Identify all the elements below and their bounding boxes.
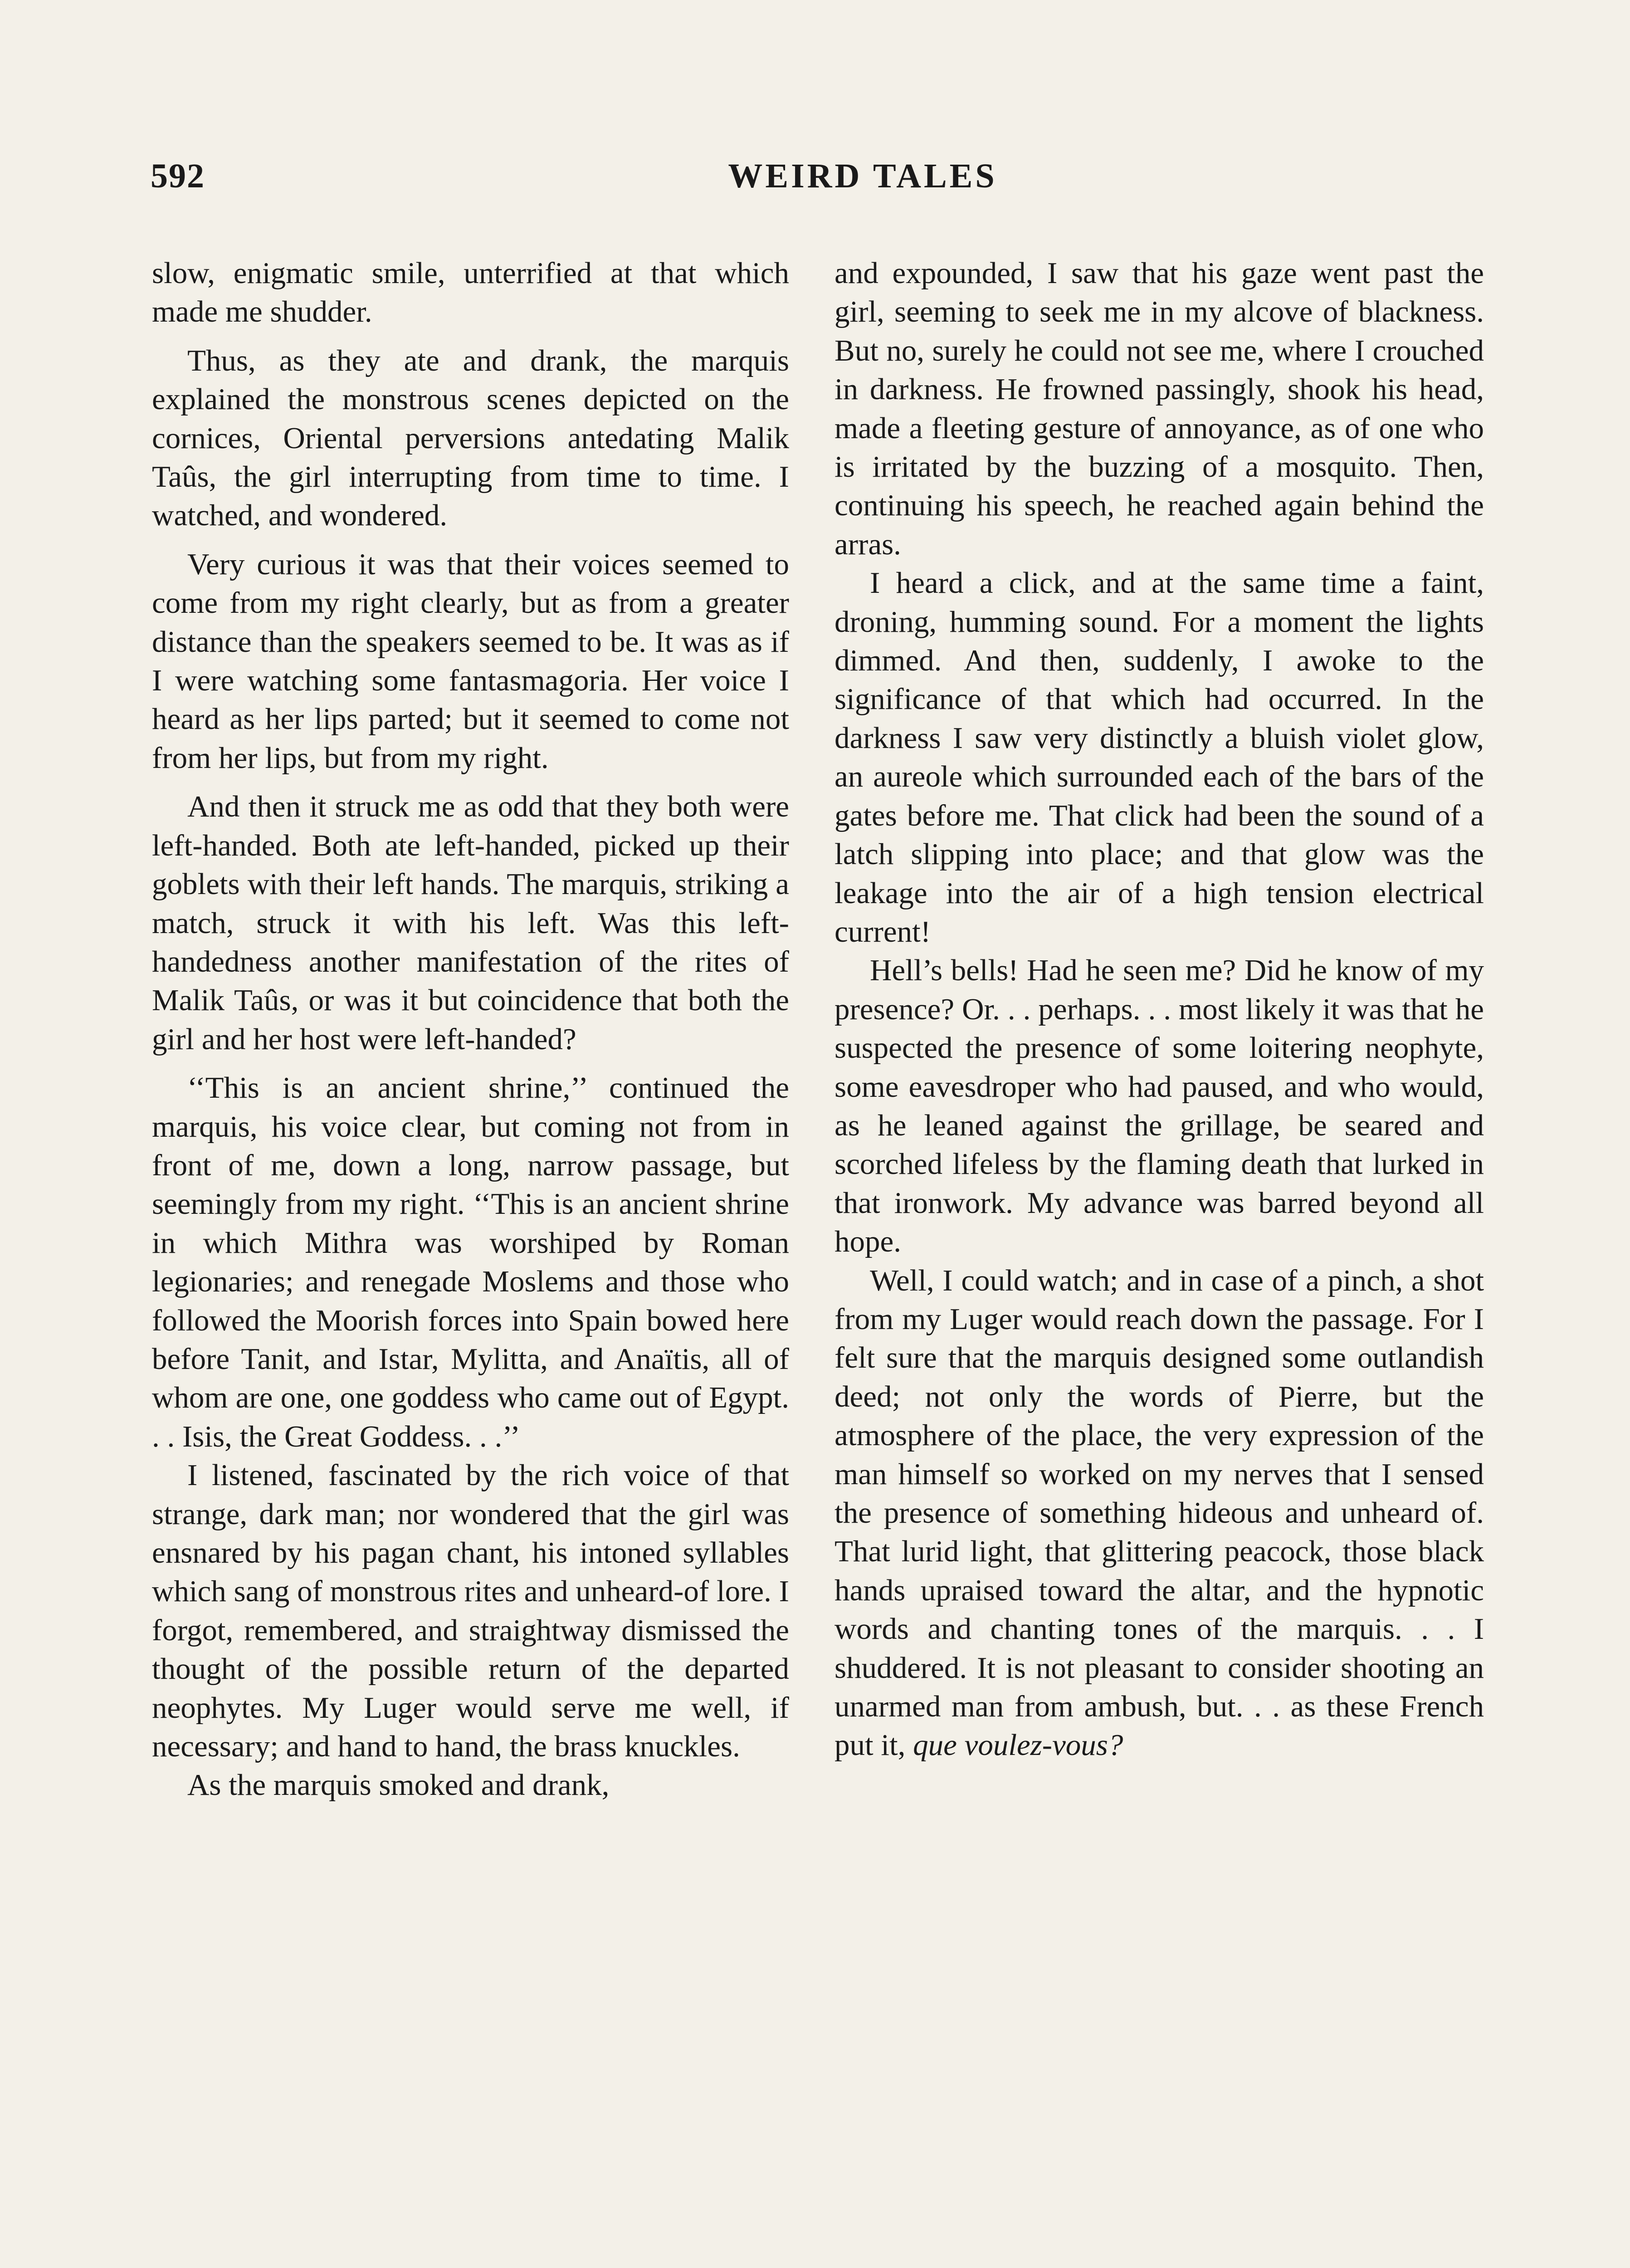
left-column xyxy=(152,254,789,1805)
paragraph: I heard a click, and at the same time a faint, droning, humming sound. For a moment the lights dimmed. And then, suddenly, I awoke to the significance of that which had occurred. In the darkness I saw very distinctly a bluish violet glow, an aureole which surrounded each of the bars of the gates before me. That click had been the sound of a latch slipping into place; and that glow was the leakage into the air of a high tension electrical current! xyxy=(835,566,1484,948)
paragraph: Very curious it was that their voices seemed to come from my right clearly, but as from a greater distance than the speakers seemed to be. It was as if I were watching some fantasmagoria. Her voice I heard as her lips parted; but it seemed to come not from her lips, but from my right. xyxy=(152,547,789,775)
paragraph: ‘‘This is an ancient shrine,’’ continued the marquis, his voice clear, but coming not from in front of me, down a long, narrow passage, but seemingly from my right. ‘‘This is an ancient shrine in which Mithra was worshiped by Roman legionaries; and renegade Moslems and those who followed the Moorish forces into Spain bowed here before Tanit, and Istar, Mylitta, and Anaïtis, all of whom are one, one goddess who came out of Egypt. . . Isis, the Great Goddess. . .’’ xyxy=(152,1071,789,1453)
paragraph: Thus, as they ate and drank, the marquis explained the monstrous scenes depicted on the cornices, Oriental perversions antedating Malik Taûs, the girl interrupting from time to time. I watched, and wondered. xyxy=(152,343,789,533)
paragraph: Well, I could watch; and in case of a pinch, a shot from my Luger would reach down the passage. For I felt sure that the marquis designed some outlandish deed; not only the words of Pierre, but the atmosphere of the place, the very expression of the man himself so worked on my nerves that I sensed the presence of something hideous and unheard of. That lurid light, that glittering peacock, those black hands upraised toward the altar, and the hypnotic words and chanting tones of the marquis. . . I shuddered. It is not pleasant to consider shooting an unarmed man from ambush, but. . . as these French put it, que voulez-vous? xyxy=(835,1263,1484,1762)
paragraph: As the marquis smoked and drank, xyxy=(187,1768,610,1802)
right-column xyxy=(835,254,1484,1765)
paragraph: I listened, fascinated by the rich voice of that strange, dark man; nor wondered that the girl was ensnared by his pagan chant, his intoned syllables which sang of monstrous rites and unheard-of lore. I forgot, remembered, and straightway dismissed the thought of the possible return of the departed neophytes. My Luger would serve me well, if necessary; and hand to hand, the brass knuckles. xyxy=(152,1458,789,1764)
page-header xyxy=(151,156,1482,202)
paragraph: Hell’s bells! Had he seen me? Did he know of my presence? Or. . . perhaps. . . most likely it was that he suspected the presence of some loitering neophyte, some eavesdroper who had paused, and who would, as he leaned against the grillage, be seared and scorched lifeless by the flaming death that lurked in that ironwork. My advance was barred beyond all hope. xyxy=(835,953,1484,1259)
italic-phrase: que voulez-vous? xyxy=(913,1728,1123,1762)
paragraph: slow, enigmatic smile, unterrified at that which made me shudder. xyxy=(152,256,789,329)
page-number: 592 xyxy=(151,157,205,195)
paragraph: and expounded, I saw that his gaze went past the girl, seeming to seek me in my alcove of blackness. But no, surely he could not see me, where I crouched in darkness. He frowned passingly, shook his head, made a fleeting gesture of annoyance, as of one who is irritated by the buzzing of a mosquito. Then, continuing his speech, he reached again behind the arras. xyxy=(835,256,1484,561)
paragraph: And then it struck me as odd that they both were left-handed. Both ate left-handed, picked up their goblets with their left hands. The marquis, striking a match, struck it with his left. Was this left-handedness another manifestation of the rites of Malik Taûs, or was it but coincidence that both the girl and her host were left-handed? xyxy=(152,790,789,1056)
running-title: WEIRD TALES xyxy=(728,157,997,195)
